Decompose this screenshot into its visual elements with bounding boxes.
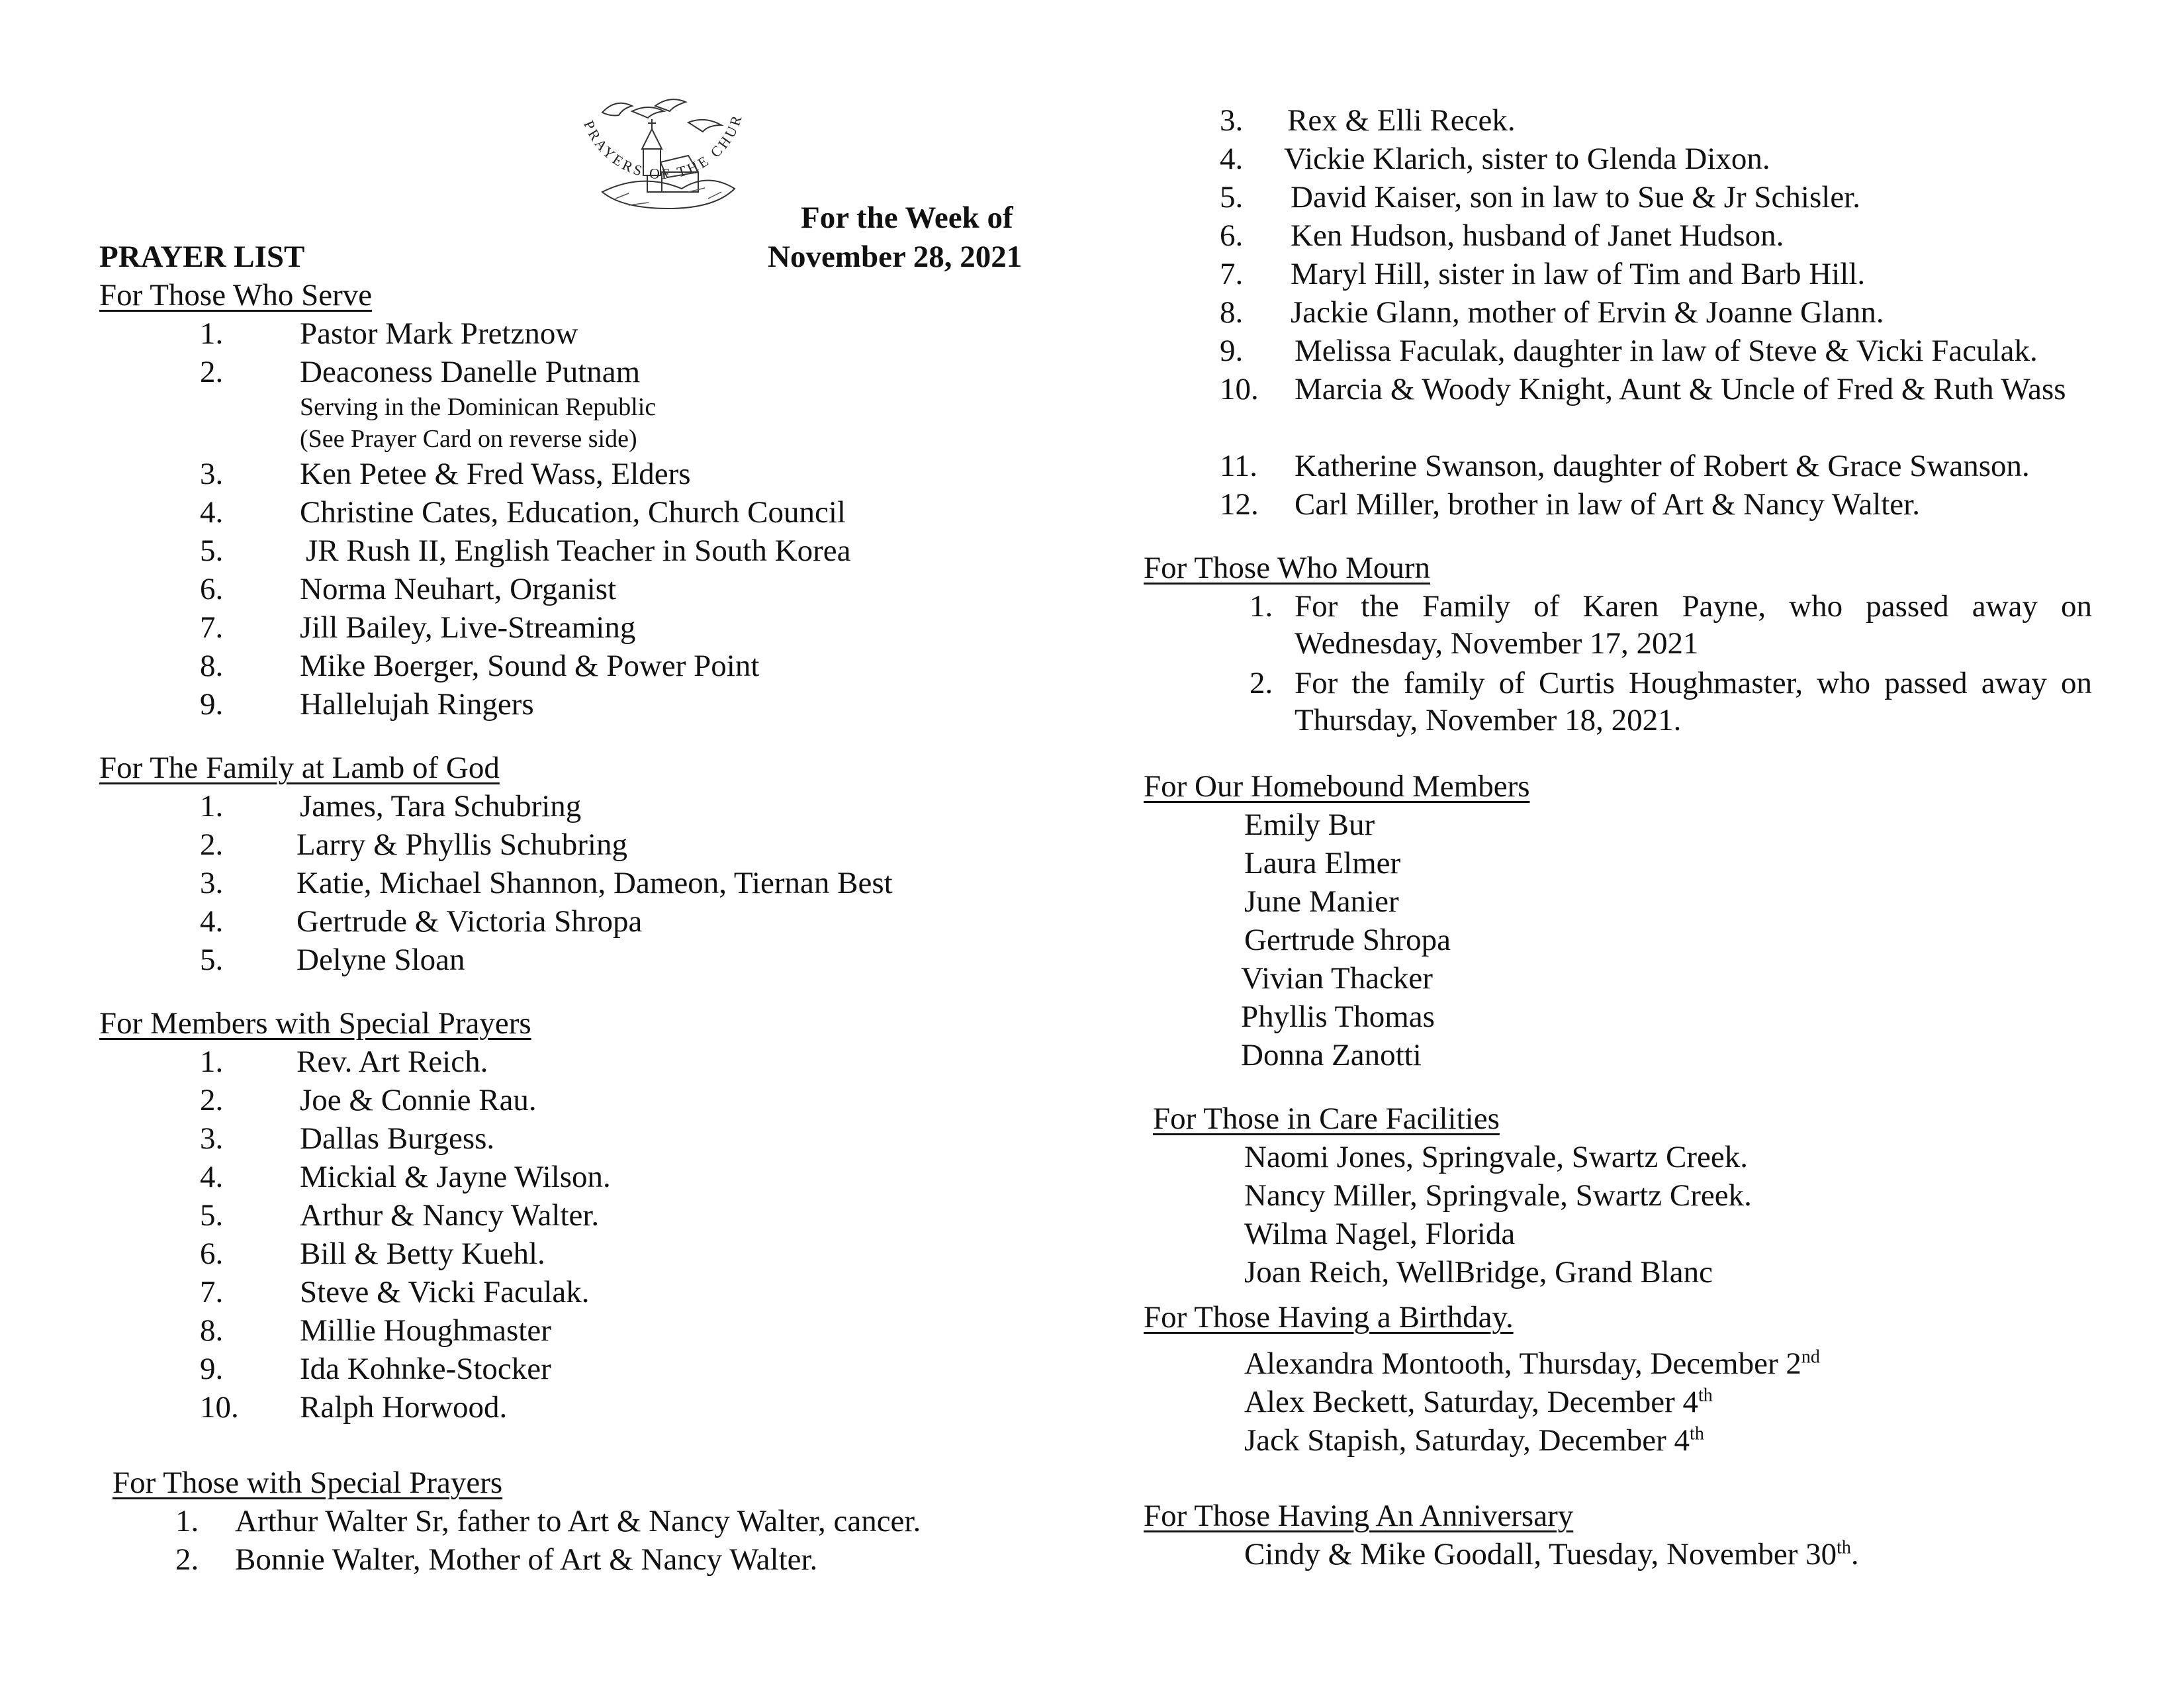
- list-item: Arthur & Nancy Walter.: [300, 1198, 600, 1233]
- list-item: For the Family of Karen Payne, who passed away on Wednesday, November 17, 2021: [1295, 589, 2092, 661]
- list-item: Katherine Swanson, daughter of Robert & Grace Swanson.: [1295, 449, 2030, 483]
- item-number: 8.: [200, 649, 224, 683]
- list-item: Katie, Michael Shannon, Dameon, Tiernan Best: [296, 866, 893, 900]
- list-item: Bill & Betty Kuehl.: [300, 1237, 545, 1271]
- list-item-note: (See Prayer Card on reverse side): [300, 425, 637, 453]
- church-dove-icon: [556, 93, 761, 252]
- list-item: Bonnie Walter, Mother of Art & Nancy Walter.: [235, 1542, 818, 1577]
- list-item: Gertrude & Victoria Shropa: [296, 904, 643, 939]
- list-item: Pastor Mark Pretznow: [300, 316, 578, 351]
- list-item: Jack Stapish, Saturday, December 4th: [1244, 1423, 1704, 1458]
- item-number: 1.: [200, 1045, 224, 1079]
- list-item: Gertrude Shropa: [1244, 923, 1451, 957]
- item-number: 9.: [1220, 334, 1244, 368]
- list-item: Steve & Vicki Faculak.: [300, 1275, 590, 1309]
- list-item: Dallas Burgess.: [300, 1121, 495, 1156]
- item-number: 7.: [1220, 257, 1244, 291]
- item-number: 4.: [200, 1160, 224, 1194]
- item-number: 5.: [200, 943, 224, 977]
- members-heading: For Members with Special Prayers: [99, 1006, 531, 1041]
- list-item: David Kaiser, son in law to Sue & Jr Schisler.: [1291, 180, 1860, 214]
- item-number: 9.: [200, 687, 224, 722]
- list-item: Deaconess Danelle Putnam: [300, 355, 641, 389]
- list-item: Millie Houghmaster: [300, 1313, 551, 1348]
- list-item: Maryl Hill, sister in law of Tim and Barb Hill.: [1291, 257, 1866, 291]
- item-number: 4.: [1220, 142, 1244, 176]
- list-item: James, Tara Schubring: [300, 789, 582, 823]
- list-item: Marcia & Woody Knight, Aunt & Uncle of Fred & Ruth Wass: [1295, 372, 2066, 406]
- list-item: June Manier: [1244, 884, 1399, 919]
- list-item: Mickial & Jayne Wilson.: [300, 1160, 611, 1194]
- list-item: Arthur Walter Sr, father to Art & Nancy Walter, cancer.: [235, 1504, 921, 1538]
- item-number: 6.: [200, 572, 224, 606]
- list-item: Emily Bur: [1244, 808, 1375, 842]
- list-item: Laura Elmer: [1244, 846, 1401, 880]
- list-item: Phyllis Thomas: [1241, 1000, 1435, 1034]
- list-item: Melissa Faculak, daughter in law of Steve & Vicki Faculak.: [1295, 334, 2038, 368]
- item-number: 2.: [200, 355, 224, 389]
- list-item: Ida Kohnke-Stocker: [300, 1352, 551, 1386]
- care-heading: For Those in Care Facilities: [1153, 1102, 1500, 1136]
- serve-heading: For Those Who Serve: [99, 278, 373, 312]
- item-number: 8.: [1220, 295, 1244, 330]
- list-item: Naomi Jones, Springvale, Swartz Creek.: [1244, 1140, 1748, 1174]
- special-heading: For Those with Special Prayers: [113, 1466, 503, 1500]
- list-item: Ken Hudson, husband of Janet Hudson.: [1291, 218, 1784, 253]
- item-number: 1.: [1250, 589, 1273, 624]
- church-logo: [556, 93, 761, 252]
- list-item: Jill Bailey, Live-Streaming: [300, 610, 636, 645]
- list-item: Alexandra Montooth, Thursday, December 2nd: [1244, 1346, 1820, 1381]
- birthday-heading: For Those Having a Birthday.: [1144, 1300, 1514, 1335]
- week-of-label: For the Week of: [801, 201, 1013, 235]
- item-number: 8.: [200, 1313, 224, 1348]
- homebound-heading: For Our Homebound Members: [1144, 769, 1530, 804]
- mourn-heading: For Those Who Mourn: [1144, 551, 1431, 585]
- item-number: 1.: [200, 316, 224, 351]
- list-item: Joe & Connie Rau.: [300, 1083, 537, 1117]
- item-number: 2.: [200, 827, 224, 862]
- list-item: Vivian Thacker: [1241, 961, 1433, 996]
- item-number: 3.: [1220, 103, 1244, 138]
- list-item: For the family of Curtis Houghmaster, who passed away on Thursday, November 18, 2021.: [1295, 666, 2092, 737]
- item-number: 12.: [1220, 487, 1259, 522]
- list-item: Hallelujah Ringers: [300, 687, 534, 722]
- list-item: Christine Cates, Education, Church Council: [300, 495, 846, 530]
- list-item: Rev. Art Reich.: [296, 1045, 488, 1079]
- item-number: 1.: [200, 789, 224, 823]
- item-number: 2.: [1250, 666, 1273, 700]
- item-number: 4.: [200, 495, 224, 530]
- item-number: 3.: [200, 457, 224, 491]
- item-number: 10.: [200, 1390, 239, 1425]
- list-item: Carl Miller, brother in law of Art & Nancy Walter.: [1295, 487, 1920, 522]
- page-title: PRAYER LIST: [99, 240, 305, 274]
- item-number: 9.: [200, 1352, 224, 1386]
- list-item: Larry & Phyllis Schubring: [296, 827, 627, 862]
- item-number: 6.: [1220, 218, 1244, 253]
- item-number: 6.: [200, 1237, 224, 1271]
- item-number: 3.: [200, 1121, 224, 1156]
- week-date: November 28, 2021: [768, 240, 1023, 274]
- anniversary-heading: For Those Having An Anniversary: [1144, 1499, 1574, 1533]
- list-item: Vickie Klarich, sister to Glenda Dixon.: [1284, 142, 1770, 176]
- list-item: Delyne Sloan: [296, 943, 465, 977]
- item-number: 5.: [200, 534, 224, 568]
- anniversary-entry: Cindy & Mike Goodall, Tuesday, November 30th.: [1244, 1537, 1859, 1571]
- list-item: Wilma Nagel, Florida: [1244, 1217, 1516, 1251]
- list-item: JR Rush II, English Teacher in South Korea: [306, 534, 851, 568]
- list-item-note: Serving in the Dominican Republic: [300, 393, 657, 421]
- list-item: Alex Beckett, Saturday, December 4th: [1244, 1385, 1713, 1419]
- list-item: Ken Petee & Fred Wass, Elders: [300, 457, 691, 491]
- family-heading: For The Family at Lamb of God: [99, 751, 500, 785]
- item-number: 10.: [1220, 372, 1259, 406]
- list-item: Donna Zanotti: [1241, 1038, 1422, 1072]
- item-number: 5.: [200, 1198, 224, 1233]
- list-item: Ralph Horwood.: [300, 1390, 508, 1425]
- item-number: 1.: [175, 1504, 199, 1538]
- list-item: Mike Boerger, Sound & Power Point: [300, 649, 760, 683]
- item-number: 4.: [200, 904, 224, 939]
- item-number: 7.: [200, 1275, 224, 1309]
- item-number: 3.: [200, 866, 224, 900]
- item-number: 7.: [200, 610, 224, 645]
- svg-text:PRAYERS OF THE CHURCH: PRAYERS OF THE CHUR: [580, 111, 746, 183]
- item-number: 2.: [200, 1083, 224, 1117]
- list-item: Joan Reich, WellBridge, Grand Blanc: [1244, 1255, 1713, 1289]
- list-item: Jackie Glann, mother of Ervin & Joanne Glann.: [1291, 295, 1884, 330]
- list-item: Norma Neuhart, Organist: [300, 572, 617, 606]
- item-number: 2.: [175, 1542, 199, 1577]
- list-item: Nancy Miller, Springvale, Swartz Creek.: [1244, 1178, 1752, 1213]
- item-number: 5.: [1220, 180, 1244, 214]
- item-number: 11.: [1220, 449, 1258, 483]
- list-item: Rex & Elli Recek.: [1287, 103, 1516, 138]
